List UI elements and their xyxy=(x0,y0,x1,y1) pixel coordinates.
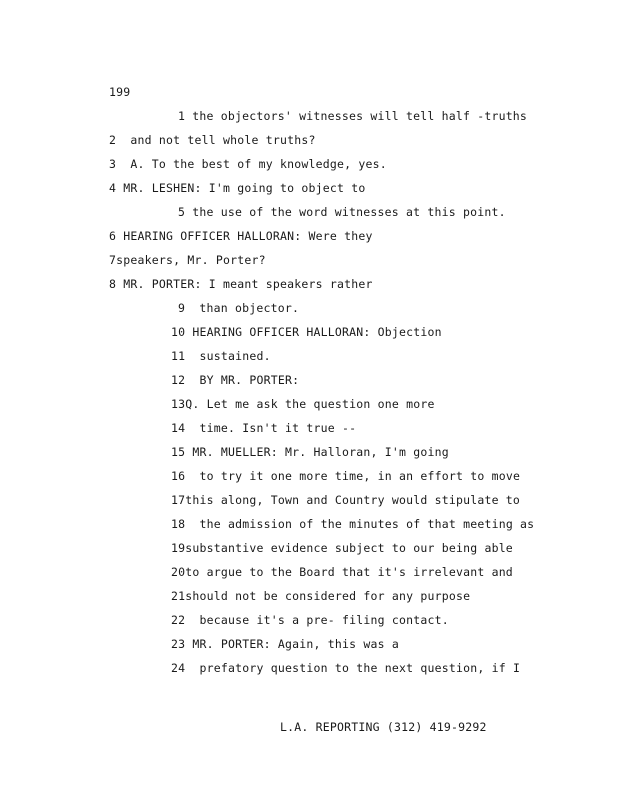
line-number: 11 xyxy=(171,349,186,363)
line-text: HEARING OFFICER HALLORAN: Were they xyxy=(123,229,373,243)
line-3 xyxy=(109,157,387,171)
line-number: 24 xyxy=(171,661,186,675)
line-number: 15 xyxy=(171,445,186,459)
page-number: 199 xyxy=(109,85,131,99)
line-text: substantive evidence subject to our being able xyxy=(185,541,513,555)
line-text: the use of the word witnesses at this point. xyxy=(192,205,506,219)
line-text: MR. PORTER: I meant speakers rather xyxy=(123,277,373,291)
line-number: 12 xyxy=(171,373,186,387)
line-number: 16 xyxy=(171,469,186,483)
line-16 xyxy=(171,469,520,483)
line-number: 18 xyxy=(171,517,186,531)
line-9 xyxy=(178,301,299,315)
line-text: MR. PORTER: Again, this was a xyxy=(192,637,399,651)
line-text: should not be considered for any purpose xyxy=(185,589,471,603)
line-text: A. To the best of my knowledge, yes. xyxy=(130,157,387,171)
line-number: 9 xyxy=(178,301,186,315)
line-20 xyxy=(171,565,513,579)
line-text: than objector. xyxy=(199,301,300,315)
line-19 xyxy=(171,541,513,555)
line-5 xyxy=(178,205,506,219)
line-text: because it's a pre- filing contact. xyxy=(199,613,449,627)
line-text: Q. Let me ask the question one more xyxy=(185,397,435,411)
line-text: MR. MUELLER: Mr. Halloran, I'm going xyxy=(192,445,449,459)
line-text: the admission of the minutes of that meeting as xyxy=(199,517,535,531)
line-8 xyxy=(109,277,373,291)
line-text: sustained. xyxy=(199,349,271,363)
line-number: 14 xyxy=(171,421,186,435)
line-number: 6 xyxy=(109,229,117,243)
line-12 xyxy=(171,373,299,387)
line-number: 21 xyxy=(171,589,186,603)
line-7 xyxy=(109,253,266,267)
line-text: time. Isn't it true -- xyxy=(199,421,357,435)
line-22 xyxy=(171,613,449,627)
line-text: to try it one more time, in an effort to move xyxy=(199,469,521,483)
line-18 xyxy=(171,517,534,531)
line-4 xyxy=(109,181,365,195)
line-text: and not tell whole truths? xyxy=(130,133,316,147)
line-number: 10 xyxy=(171,325,186,339)
line-text: MR. LESHEN: I'm going to object to xyxy=(123,181,366,195)
line-number: 17 xyxy=(171,493,186,507)
line-text: HEARING OFFICER HALLORAN: Objection xyxy=(192,325,442,339)
line-number: 5 xyxy=(178,205,186,219)
line-11 xyxy=(171,349,271,363)
line-15 xyxy=(171,445,449,459)
line-number: 8 xyxy=(109,277,117,291)
line-1 xyxy=(178,109,527,123)
line-21 xyxy=(171,589,470,603)
line-number: 22 xyxy=(171,613,186,627)
line-10 xyxy=(171,325,442,339)
line-14 xyxy=(171,421,356,435)
line-text: the objectors' witnesses will tell half -truths xyxy=(192,109,528,123)
line-text: speakers, Mr. Porter? xyxy=(116,253,266,267)
line-2 xyxy=(109,133,316,147)
line-number: 3 xyxy=(109,157,117,171)
line-number: 19 xyxy=(171,541,186,555)
line-number: 20 xyxy=(171,565,186,579)
line-text: BY MR. PORTER: xyxy=(199,373,300,387)
line-13 xyxy=(171,397,435,411)
reporter-footer: L.A. REPORTING (312) 419-9292 xyxy=(280,720,487,734)
line-number: 7 xyxy=(109,253,117,267)
line-6 xyxy=(109,229,373,243)
line-text: prefatory question to the next question, if I xyxy=(199,661,521,675)
line-number: 23 xyxy=(171,637,186,651)
line-number: 2 xyxy=(109,133,117,147)
line-23 xyxy=(171,637,399,651)
line-number: 13 xyxy=(171,397,186,411)
line-text: to argue to the Board that it's irrelevant and xyxy=(185,565,513,579)
line-number: 1 xyxy=(178,109,186,123)
line-24 xyxy=(171,661,520,675)
line-17 xyxy=(171,493,520,507)
line-number: 4 xyxy=(109,181,117,195)
line-text: this along, Town and Country would stipulate to xyxy=(185,493,521,507)
